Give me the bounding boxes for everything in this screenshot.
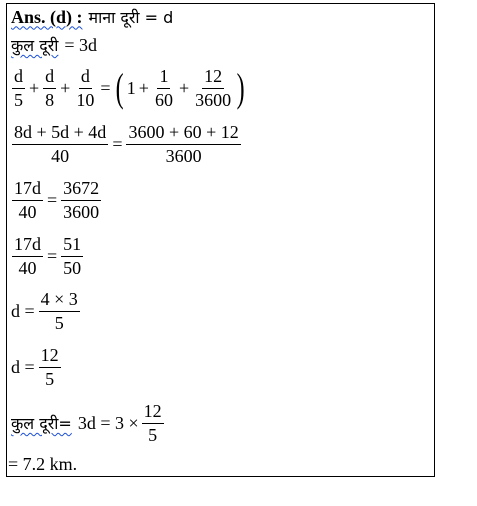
total-distance-line	[11, 34, 97, 56]
total-distance-label: कुल दूरी	[11, 36, 59, 55]
final-answer: = 7.2 km.	[8, 454, 78, 474]
fraction-d-8: $\frac{d}{8}$	[45, 66, 55, 110]
answer-label: Ans. (d) :	[11, 6, 83, 27]
fraction-rhs: $\frac{12}{5}$	[40, 345, 59, 389]
fraction-d-10: $\frac{d}{10}$	[76, 66, 95, 110]
fraction-rhs: $\frac{4 \times 3}{5}$	[40, 289, 78, 333]
total-distance-rhs: = 3d	[64, 34, 98, 55]
close-paren: )	[236, 65, 245, 111]
fraction-12-3600: $\frac{12}{3600}$	[195, 66, 232, 110]
fraction-rhs: $\frac{12}{5}$	[143, 401, 162, 445]
assume-text: माना दूरी = d	[88, 8, 174, 27]
fraction-rhs: $\frac{51}{50}$	[63, 234, 82, 278]
equation-step-7: कुल दूरी= 3d = 3 × $\frac{12}{5}$	[11, 401, 162, 445]
fraction-d-5: $\frac{d}{5}$	[14, 66, 23, 110]
equation-step-4: $\frac{17d}{40}$ = $\frac{51}{50}$	[14, 234, 82, 278]
fraction-1-60: $\frac{1}{60}$	[154, 66, 173, 110]
fraction-rhs: $\frac{3672}{3600}$	[63, 178, 100, 222]
fraction-lhs: $\frac{8d + 5d + 4d}{40}$	[14, 122, 107, 166]
fraction-lhs: $\frac{17d}{40}$	[14, 234, 41, 278]
answer-line	[11, 6, 173, 28]
fraction-rhs: $\frac{3600 + 60 + 12}{3600}$	[128, 122, 239, 166]
fraction-lhs: $\frac{17d}{40}$	[14, 178, 41, 222]
equation-step-6: d = $\frac{12}{5}$	[11, 345, 59, 389]
equation-step-1: $\frac{d}{5}$ + $\frac{d}{8}$ + $\frac{d}{10}$ = ( 1 + $\frac{1}{60}$ + $\frac{12}{3600}$ )	[14, 65, 245, 111]
equation-step-3: $\frac{17d}{40}$ = $\frac{3672}{3600}$	[14, 178, 100, 222]
equation-step-2: $\frac{8d + 5d + 4d}{40}$ = $\frac{3600 + 60 + 12}{3600}$	[14, 122, 239, 166]
equation-step-5: d = $\frac{4 \times 3}{5}$	[11, 289, 78, 333]
open-paren: (	[116, 65, 125, 111]
total-distance-label: कुल दूरी=	[11, 414, 72, 434]
